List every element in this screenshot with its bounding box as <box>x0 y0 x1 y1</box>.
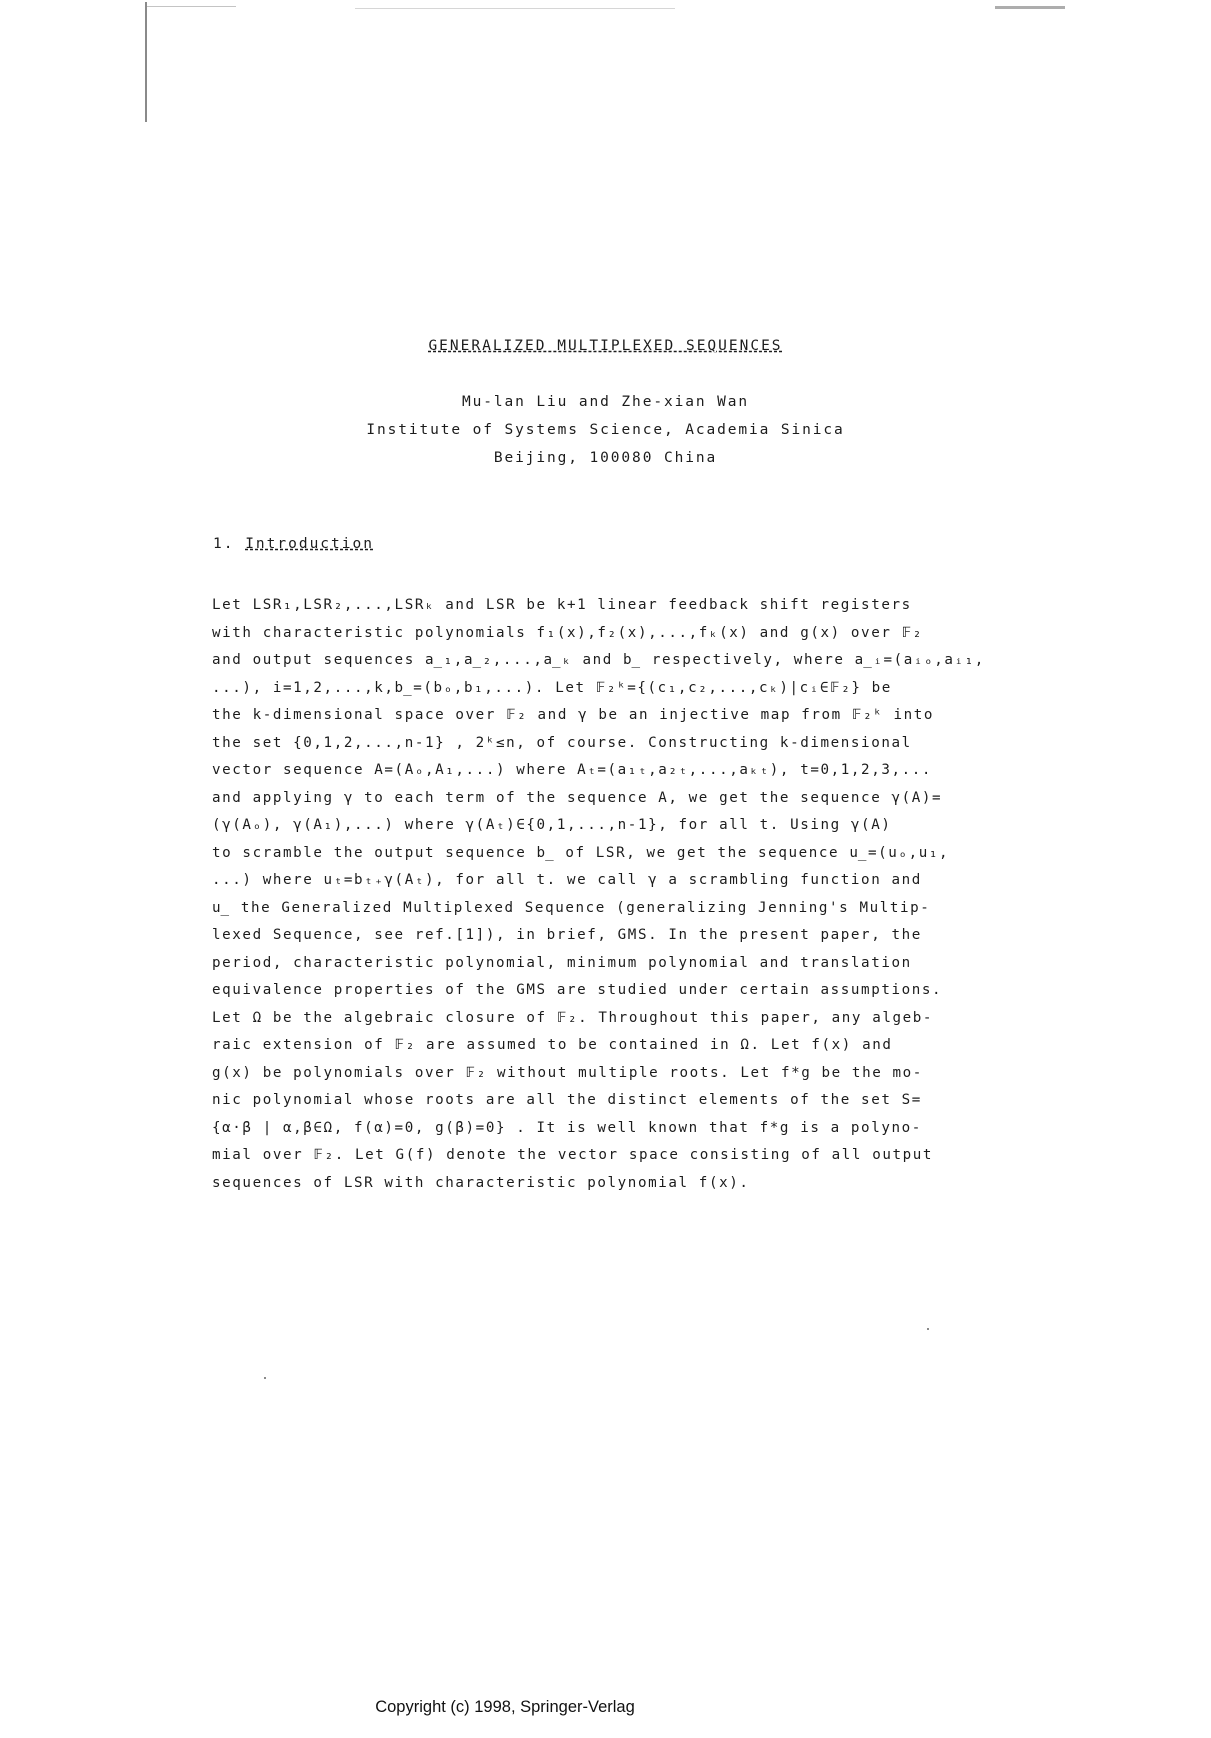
body-line: period, characteristic polynomial, minimum polynomial and translation <box>212 954 912 971</box>
paper-authors: Mu-lan Liu and Zhe-xian Wan <box>461 394 749 410</box>
body-line: ...) where uₜ=bₜ₊γ(Aₜ), for all t. we call γ a scrambling function and <box>212 872 922 888</box>
paper-location: Beijing, 100080 China <box>493 450 718 466</box>
scan-artifact-left-edge <box>145 2 147 122</box>
body-line: (γ(Aₒ), γ(A₁),...) where γ(Aₜ)∈{0,1,...,n-1}, for all t. Using γ(A) <box>212 817 892 833</box>
section-heading <box>213 536 374 552</box>
body-line: vector sequence A=(Aₒ,A₁,...) where Aₜ=(a₁ₜ,a₂ₜ,...,aₖₜ), t=0,1,2,3,... <box>212 762 933 778</box>
introduction-body <box>212 592 1024 1197</box>
body-line: with characteristic polynomials f₁(x),f₂(x),...,fₖ(x) and g(x) over 𝔽₂ <box>212 624 923 641</box>
body-line: sequences of LSR with characteristic polynomial f(x). <box>212 1174 750 1191</box>
body-line: {α·β | α,β∈Ω, f(α)=0, g(β)=0} . It is well known that f*g is a polyno- <box>212 1119 922 1136</box>
body-line: the set {0,1,2,...,n-1} , 2ᵏ≤n, of course. Constructing k-dimensional <box>212 734 912 751</box>
body-line: raic extension of 𝔽₂ are assumed to be contained in Ω. Let f(x) and <box>212 1037 893 1053</box>
section-number: 1. <box>213 536 235 552</box>
paper-title: GENERALIZED MULTIPLEXED SEQUENCES <box>428 338 783 354</box>
paper-institution: Institute of Systems Science, Academia Sinica <box>366 422 845 438</box>
scan-artifact-top-middle <box>355 8 675 9</box>
body-line: nic polynomial whose roots are all the distinct elements of the set S= <box>212 1092 922 1108</box>
body-line: g(x) be polynomials over 𝔽₂ without multiple roots. Let f*g be the mo- <box>212 1064 923 1081</box>
body-line: Let LSR₁,LSR₂,...,LSRₖ and LSR be k+1 linear feedback shift registers <box>212 597 912 613</box>
body-line: u̲ the Generalized Multiplexed Sequence (generalizing Jenning's Multip- <box>212 899 931 916</box>
body-line: the k-dimensional space over 𝔽₂ and γ be an injective map from 𝔽₂ᵏ into <box>212 707 935 723</box>
body-line: and output sequences a̲₁,a̲₂,...,a̲ₖ and b̲ respectively, where a̲ᵢ=(aᵢₒ,aᵢ₁, <box>212 652 985 668</box>
body-line: equivalence properties of the GMS are studied under certain assumptions. <box>212 982 943 998</box>
body-line: Let Ω be the algebraic closure of 𝔽₂. Throughout this paper, any algeb- <box>212 1009 934 1026</box>
body-line: mial over 𝔽₂. Let G(f) denote the vector space consisting of all output <box>212 1147 934 1163</box>
body-line: to scramble the output sequence b̲ of LSR, we get the sequence u̲=(uₒ,u₁, <box>212 844 950 861</box>
scan-speck <box>264 1377 266 1379</box>
scan-artifact-top-left <box>146 6 236 7</box>
body-line: ...), i=1,2,...,k,b̲=(bₒ,b₁,...). Let 𝔽₂ᵏ={(c₁,c₂,...,cₖ)|cᵢ∈𝔽₂} be <box>212 679 892 696</box>
copyright-notice: Copyright (c) 1998, Springer-Verlag <box>375 1698 635 1716</box>
section-title: Introduction <box>245 536 374 552</box>
scan-speck <box>927 1328 929 1330</box>
body-line: lexed Sequence, see ref.[1]), in brief, GMS. In the present paper, the <box>212 927 922 943</box>
scan-artifact-top-right <box>995 6 1065 9</box>
body-line: and applying γ to each term of the sequence A, we get the sequence γ(A)= <box>212 789 943 806</box>
